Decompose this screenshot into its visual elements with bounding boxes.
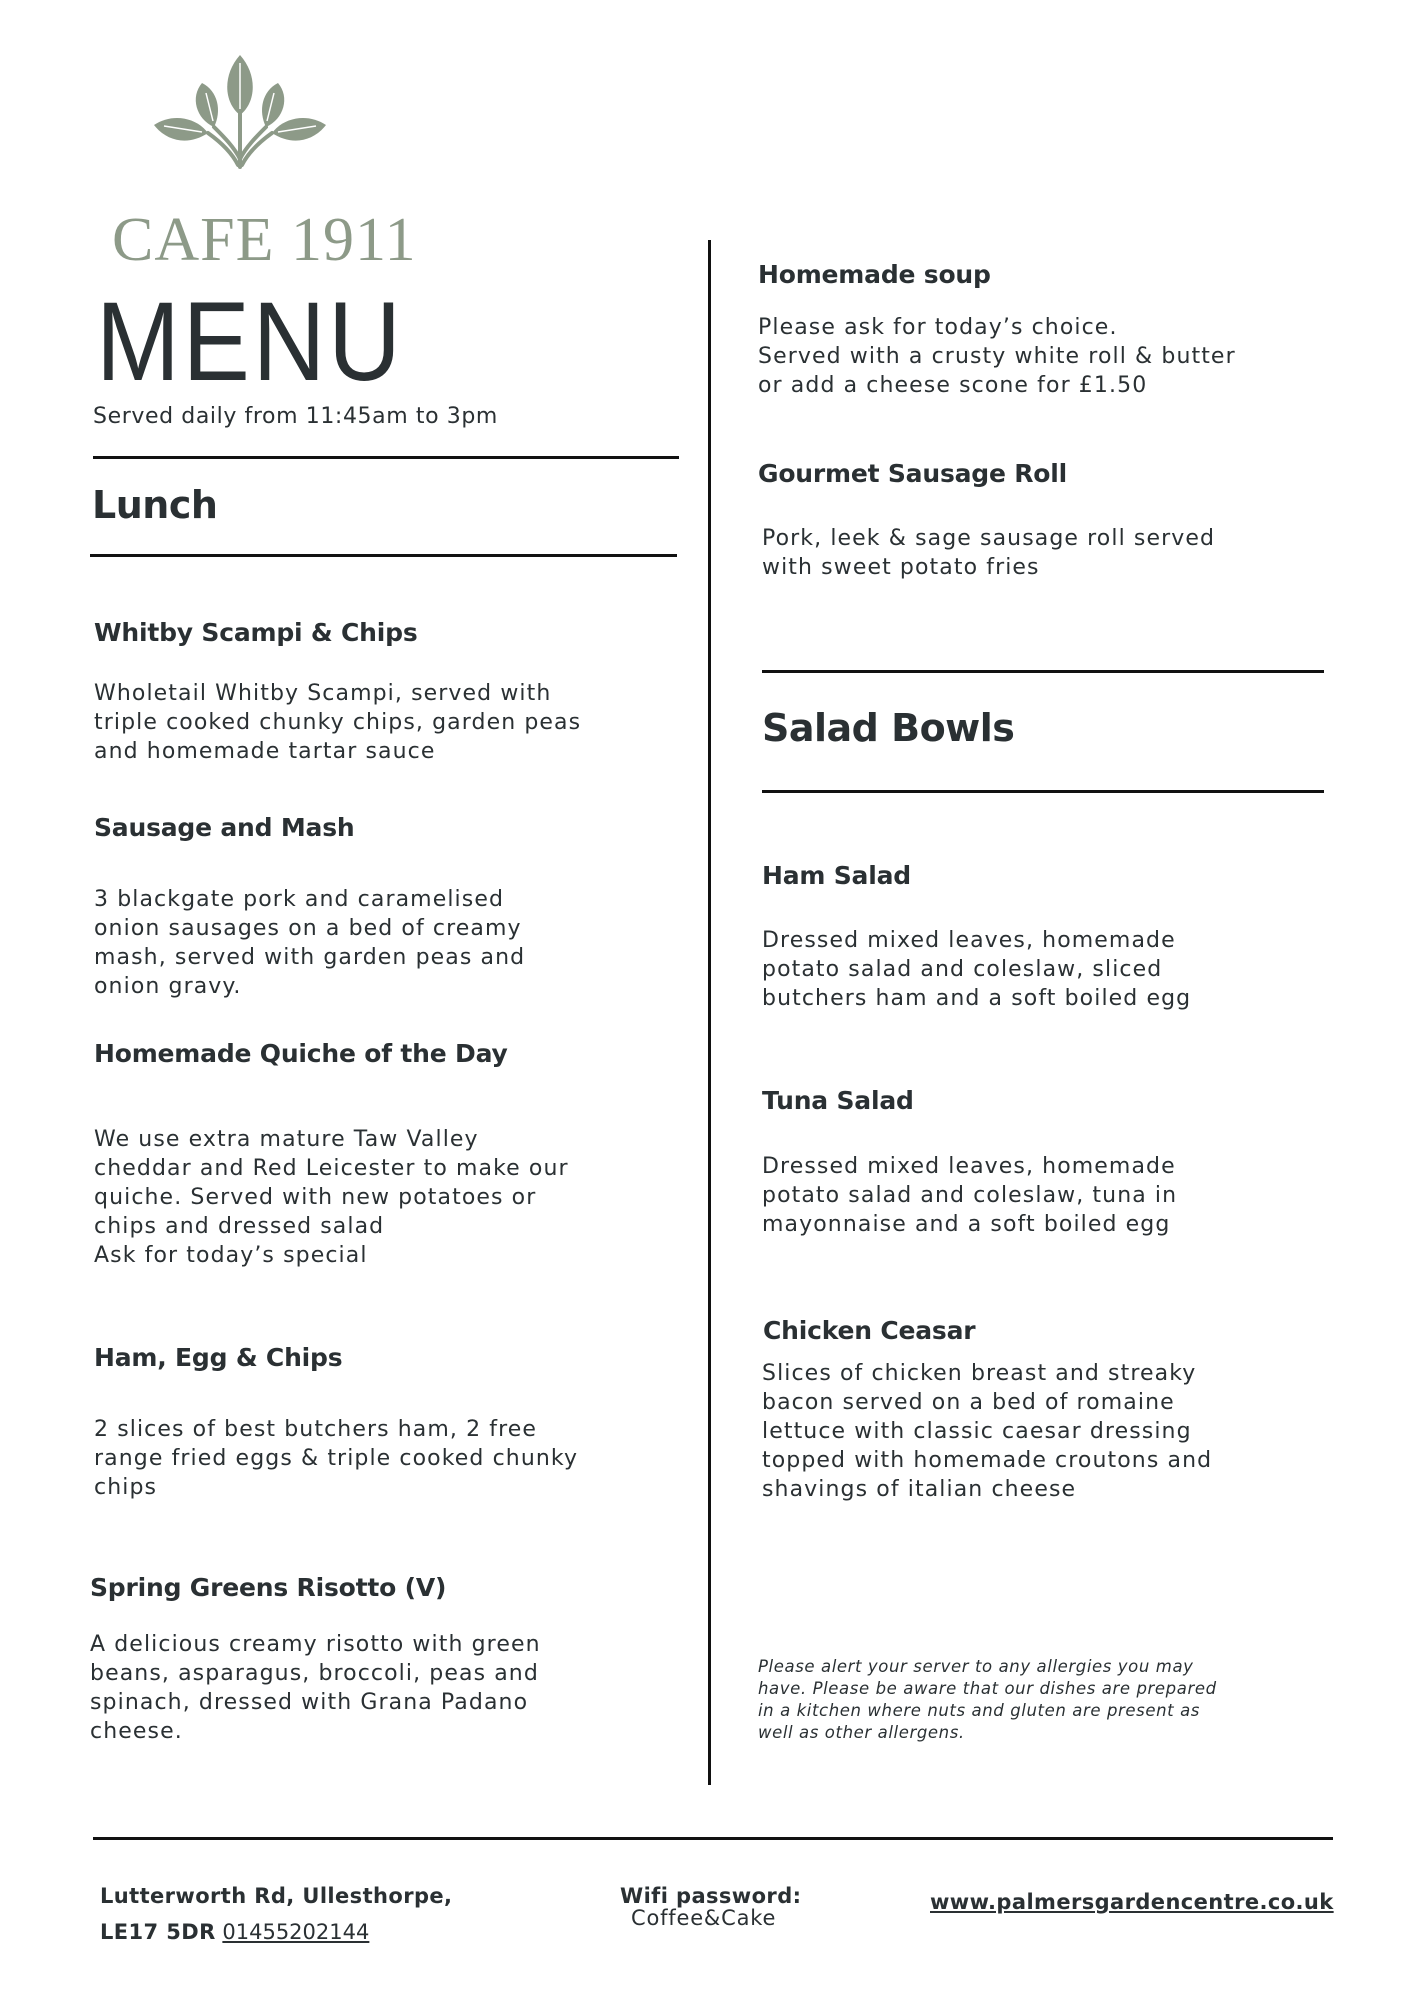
menu-item-description: Pork, leek & sage sausage roll served with sweet potato fries: [762, 526, 1216, 580]
wifi-password: Coffee&Cake: [631, 1906, 777, 1930]
menu-item-description: Wholetail Whitby Scampi, served with triple cooked chunky chips, garden peas and homemade tartar sauce: [94, 681, 582, 764]
menu-item-title: Sausage and Mash: [94, 813, 355, 842]
address-line-1: Lutterworth Rd, Ullesthorpe,: [100, 1884, 453, 1908]
menu-item-title: Ham, Egg & Chips: [94, 1343, 343, 1372]
menu-item-title: Chicken Ceasar: [763, 1316, 976, 1345]
cafe-name: CAFE 1911: [112, 206, 417, 274]
menu-item-title: Tuna Salad: [762, 1086, 914, 1115]
wifi-label: Wifi password:: [620, 1884, 802, 1908]
menu-item-description: Dressed mixed leaves, homemade potato salad and coleslaw, sliced butchers ham and a soft boiled egg: [762, 928, 1192, 1011]
menu-item-description: Please ask for today’s choice. Served with a crusty white roll & butter or add a cheese scone for £1.50: [758, 315, 1236, 398]
menu-item-description: A delicious creamy risotto with green beans, asparagus, broccoli, peas and spinach, dressed with Grana Padano cheese.: [90, 1632, 541, 1744]
section-heading-salad-bowls: Salad Bowls: [762, 706, 1015, 750]
menu-item-title: Homemade Quiche of the Day: [94, 1039, 508, 1068]
menu-item-title: Spring Greens Risotto (V): [90, 1573, 447, 1602]
menu-item-description: 2 slices of best butchers ham, 2 free range fried eggs & triple cooked chunky chips: [94, 1417, 579, 1500]
address-line-2: [100, 1920, 369, 1944]
leaf-sprig-icon: [150, 55, 330, 170]
column-divider: [708, 240, 711, 1785]
menu-item-description: Dressed mixed leaves, homemade potato salad and coleslaw, tuna in mayonnaise and a soft boiled egg: [762, 1154, 1178, 1237]
footer-divider: [93, 1837, 1333, 1840]
website-link[interactable]: www.palmersgardencentre.co.uk: [930, 1890, 1334, 1914]
menu-item-title: Whitby Scampi & Chips: [94, 618, 418, 647]
menu-item-description: 3 blackgate pork and caramelised onion sausages on a bed of creamy mash, served with garden peas and onion gravy.: [94, 887, 526, 999]
divider-line: [90, 554, 677, 557]
menu-item-description: We use extra mature Taw Valley cheddar and Red Leicester to make our quiche. Served with new potatoes or chips and dressed salad Ask for today’s special: [94, 1127, 569, 1268]
menu-item-title: Gourmet Sausage Roll: [758, 459, 1068, 488]
page-title: MENU: [96, 279, 404, 404]
divider-line: [93, 456, 679, 459]
menu-item-title: Ham Salad: [762, 861, 911, 890]
menu-item-description: Slices of chicken breast and streaky bacon served on a bed of romaine lettuce with classic caesar dressing topped with homemade croutons and shavings of italian cheese: [762, 1361, 1213, 1502]
allergy-notice: Please alert your server to any allergies you may have. Please be aware that our dishes are prepared in a kitchen where nuts and gluten are present as well as other allergens.: [758, 1657, 1217, 1742]
serving-hours: Served daily from 11:45am to 3pm: [93, 404, 498, 429]
postcode: LE17 5DR: [100, 1920, 216, 1944]
menu-item-title: Homemade soup: [758, 260, 991, 289]
divider-line: [762, 670, 1324, 673]
divider-line: [762, 790, 1324, 793]
section-heading-lunch: Lunch: [92, 483, 218, 527]
phone-link[interactable]: 01455202144: [222, 1920, 370, 1944]
